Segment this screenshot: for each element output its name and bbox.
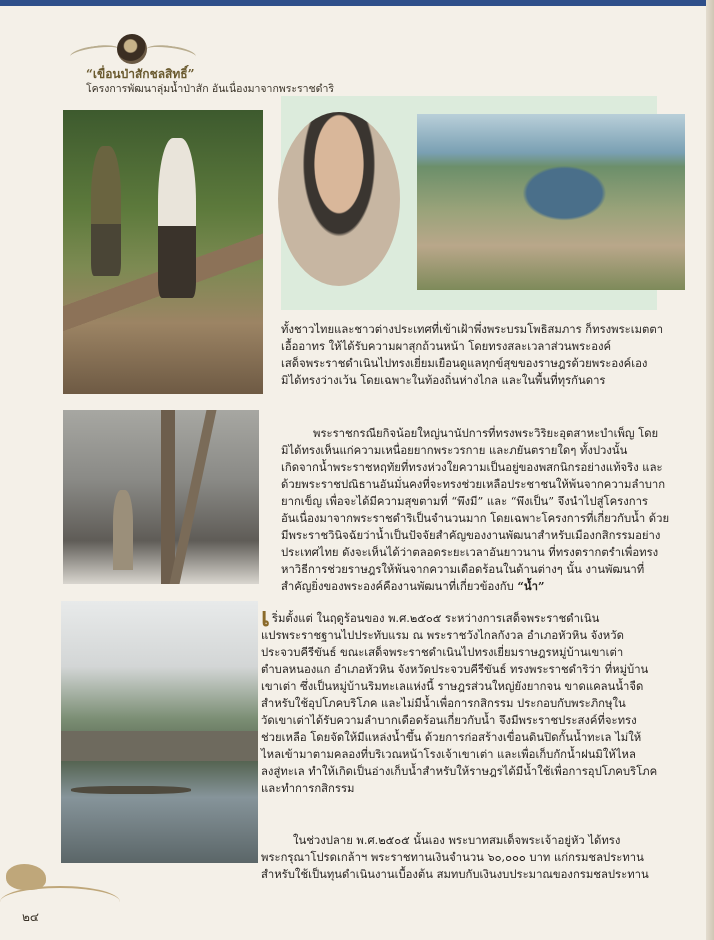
drop-cap: เ	[261, 603, 270, 633]
scaffold-post	[170, 410, 217, 584]
text-line: ลงสู่ทะเล ทำให้เกิดเป็นอ่างเก็บน้ำสำหรับให้ราษฎรได้มีน้ำใช้เพื่อการอุปโภคบริโภค	[261, 765, 658, 778]
boat	[71, 786, 191, 794]
text-line: ประจวบคีรีขันธ์ ขณะเสด็จพระราชดำเนินไปทรงเยี่ยมราษฎรหมู่บ้านเขาเต่า	[261, 646, 624, 659]
text-line: สำหรับใช้อุปโภคบริโภค และไม่มีน้ำเพื่อการกสิกรรม ประกอบกับพระภิกษุใน	[261, 697, 626, 710]
text-line: มีพระราชวินิจฉัยว่าน้ำเป็นปัจจัยสำคัญของงานพัฒนาสำหรับเมืองกสิกรรมอย่าง	[281, 529, 661, 542]
paragraph-1	[281, 321, 663, 389]
text-line	[261, 603, 657, 633]
paragraph-3	[261, 603, 658, 797]
text-line: แปรพระราชฐานไปประทับแรม ณ พระราชวังไกลกังวล อำเภอหัวหิน จังหวัด	[261, 629, 624, 642]
paragraph-2	[281, 425, 669, 595]
text-line: มิได้ทรงว่างเว้น โดยเฉพาะในท้องถิ่นห่างไกล และในพื้นที่ทุรกันดาร	[281, 374, 606, 387]
village-houses	[61, 731, 258, 761]
text-line: พระกรุณาโปรดเกล้าฯ พระราชทานเงินจำนวน ๖๐,๐๐๐ บาท แก่กรมชลประทาน	[261, 851, 644, 864]
text-line: วัดเขาเต่าได้รับความลำบากเดือดร้อนเกี่ยวกับน้ำ จึงมีพระราชประสงค์ที่จะทรง	[261, 714, 637, 727]
text-line: ตำบลหนองแก อำเภอหัวหิน จังหวัดประจวบคีรีขันธ์ ทรงพระราชดำริว่า ที่หมู่บ้าน	[261, 663, 649, 676]
paragraph-4	[261, 832, 649, 883]
text-line: ประเทศไทย ดังจะเห็นได้ว่าตลอดระยะเวลาอันยาวนาน ที่ทรงตรากตรำเพื่อทรง	[281, 546, 659, 559]
top-rule	[0, 0, 714, 6]
text-line: อันเนื่องมาจากพระราชดำริเป็นจำนวนมาก โดยเฉพาะโครงการที่เกี่ยวกับน้ำ ด้วย	[281, 512, 670, 525]
branch-ornament	[0, 886, 120, 918]
text-line: เสด็จพระราชดำเนินไปทรงเยี่ยมเยือนดูแลทุกข์สุขของราษฎรด้วยพระองค์เอง	[281, 357, 648, 370]
page-number: ๒๔	[22, 910, 39, 924]
figure-worker	[113, 490, 133, 570]
text-line: ยากเข็ญ เพื่อจะได้มีความสุขตามที่ “พึงมี” และ “พึงเป็น” จึงนำไปสู่โครงการ	[281, 495, 648, 508]
text-line: และทำการกสิกรรม	[261, 782, 355, 795]
royal-emblem-icon	[117, 34, 147, 64]
bird-ornament-icon	[6, 864, 46, 890]
figure-king	[158, 138, 196, 298]
scaffold-post	[161, 410, 175, 584]
page-edge	[706, 0, 714, 940]
text-line: ทั้งชาวไทยและชาวต่างประเทศที่เข้าเฝ้าพึ่งพระบรมโพธิสมภาร ก็ทรงพระเมตตา	[281, 323, 664, 336]
text-line-part: สำคัญยิ่งของพระองค์คืองานพัฒนาที่เกี่ยวข้องกับ	[281, 580, 514, 593]
figure-official	[91, 146, 121, 276]
text-line: พระราชกรณียกิจน้อยใหญ่นานัปการที่ทรงพระวิริยะอุตสาหะบำเพ็ญ โดย	[313, 427, 659, 440]
text-line: ด้วยพระราชปณิธานอันมั่นคงที่จะทรงช่วยเหลือประชาชนให้พ้นจากความลำบาก	[281, 478, 666, 491]
text-line: ในช่วงปลาย พ.ศ.๒๕๐๕ นั้นเอง พระบาทสมเด็จพระเจ้าอยู่หัว ได้ทรง	[293, 834, 621, 847]
text-line-part: ริ่มตั้งแต่ ในฤดูร้อนของ พ.ศ.๒๕๐๕ ระหว่างการเสด็จพระราชดำเนิน	[271, 612, 600, 625]
photo-aerial-reservoir	[417, 114, 685, 290]
emphasis-water: “น้ำ”	[517, 579, 545, 593]
text-line: หาวิธีการช่วยราษฎรให้พ้นจากความเดือดร้อนในด้านต่างๆ นั้น งานพัฒนาที่	[281, 563, 645, 576]
text-line: เขาเต่า ซึ่งเป็นหมู่บ้านริมทะเลแห่งนี้ ราษฎรส่วนใหญ่ยังยากจน ขาดแคลนน้ำจืด	[261, 680, 644, 693]
text-line: ไหลเข้ามาตามคลองที่บริเวณหน้าโรงเจ้าเขาเต่า และเพื่อเก็บกักน้ำฝนมิให้ไหล	[261, 748, 636, 761]
photo-king-walking-on-path	[63, 110, 263, 394]
text-line: มิได้ทรงเห็นแก่ความเหนื่อยยากพระวรกาย และภยันตรายใดๆ ทั้งปวงนั้น	[281, 444, 628, 457]
text-line: เกิดจากน้ำพระราชหฤทัยที่ทรงห่วงใยความเป็นอยู่ของพสกนิกรอย่างแท้จริง และ	[281, 461, 663, 474]
text-line: ช่วยเหลือ โดยจัดให้มีแหล่งน้ำขึ้น ด้วยการก่อสร้างเขื่อนดินปิดกั้นน้ำทะเล ไม่ให้	[261, 731, 642, 744]
text-line: สำหรับใช้เป็นทุนดำเนินงานเบื้องต้น สมทบกับเงินงบประมาณของกรมชลประทาน	[261, 868, 649, 881]
section-title: “เขื่อนป่าสักชลสิทธิ์”	[86, 67, 195, 81]
photo-inspecting-construction	[63, 410, 259, 584]
portrait-king-oval	[278, 112, 400, 286]
emblem-ornament-right	[145, 43, 196, 64]
section-subtitle: โครงการพัฒนาลุ่มน้ำป่าสัก อันเนื่องมาจากพระราชดำริ	[86, 83, 335, 95]
text-line: เอื้ออาทร ให้ได้รับความผาสุกถ้วนหน้า โดยทรงสละเวลาส่วนพระองค์	[281, 340, 612, 353]
text-line	[281, 578, 669, 595]
photo-fishing-village-canal	[61, 601, 258, 863]
emblem-ornament-left	[69, 43, 120, 64]
